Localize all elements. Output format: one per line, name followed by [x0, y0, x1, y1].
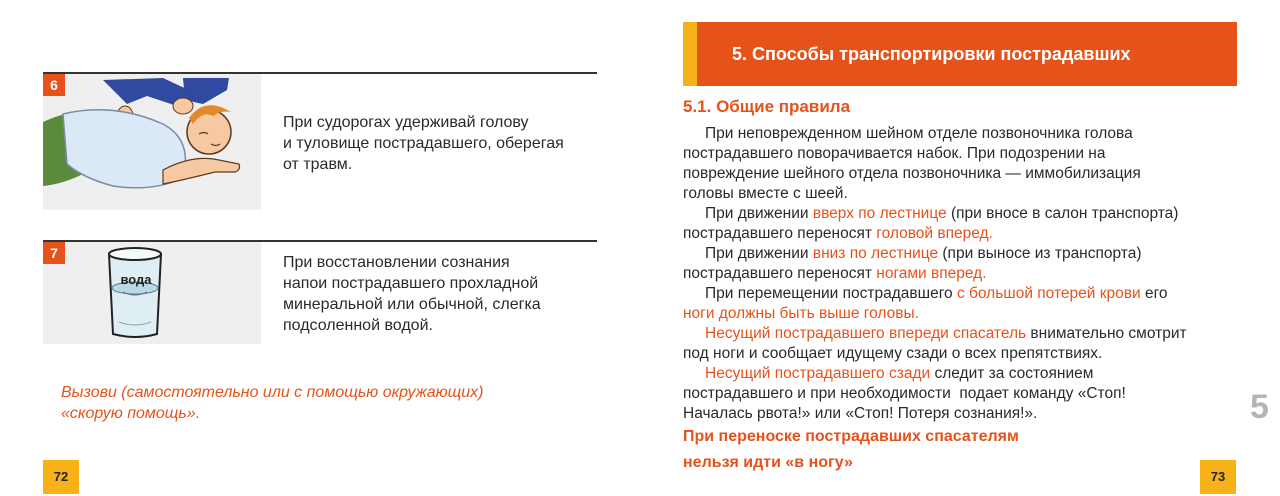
text-segment: При движении — [705, 245, 813, 262]
call-ambulance-line: Вызови (самостоятельно или с помощью окружающих) — [61, 384, 484, 401]
text-segment: внимательно смотрит — [1026, 325, 1187, 342]
subsection-title: 5.1. Общие правила — [683, 97, 851, 116]
step-7-text-line: минеральной или обычной, слегка — [283, 296, 541, 313]
step-7-text — [283, 252, 593, 336]
step-7-illustration — [43, 242, 261, 344]
step-6-text-line: и туловище пострадавшего, оберегая — [283, 135, 564, 152]
page-number-right: 73 — [1200, 460, 1236, 494]
glass-label: вода — [120, 272, 152, 287]
text-segment: головы вместе с шеей. — [683, 185, 848, 202]
step-7-number: 7 — [43, 242, 65, 264]
step-6-text-line: При судорогах удерживай голову — [283, 114, 529, 131]
rules-text-line — [683, 324, 1243, 344]
step-7-text-line: подсоленной водой. — [283, 317, 433, 334]
step-6-illustration — [43, 74, 261, 210]
call-ambulance-line: «скорую помощь». — [61, 405, 201, 422]
text-segment: Началась рвота!» или «Стоп! Потеря сознания!». — [683, 405, 1038, 422]
highlighted-phrase: Несущий пострадавшего сзади — [705, 365, 931, 382]
text-segment: (при выносе из транспорта) — [938, 245, 1142, 262]
text-segment: (при вносе в салон транспорта) — [946, 205, 1179, 222]
warning-line-2: нельзя идти «в ногу» — [683, 454, 853, 471]
warning-line-1: При переноске пострадавших спасателям — [683, 428, 1019, 445]
rules-text-line — [683, 244, 1243, 264]
highlighted-phrase: ноги должны быть выше головы. — [683, 305, 919, 322]
water-glass-image — [43, 242, 261, 344]
rules-text-line — [683, 164, 1243, 184]
call-ambulance-text — [61, 382, 581, 424]
step-6-text — [283, 112, 593, 175]
rules-text-line — [683, 284, 1243, 304]
rules-text-line — [683, 124, 1243, 144]
text-segment: под ноги и сообщает идущему сзади о всех препятствиях. — [683, 345, 1103, 362]
highlighted-phrase: вверх по лестнице — [812, 205, 947, 222]
text-segment: повреждение шейного отдела позвоночника — иммобилизация — [683, 165, 1141, 182]
rules-text-line — [683, 184, 1243, 204]
rules-text-line — [683, 264, 1243, 284]
text-segment: следит за состоянием — [930, 365, 1094, 382]
section-title: 5. Способы транспортировки пострадавших — [732, 44, 1131, 64]
step-6-text-line: от травм. — [283, 156, 353, 173]
step-6-number: 6 — [43, 74, 65, 96]
step-7-text-line: При восстановлении сознания — [283, 254, 510, 271]
text-segment: При движении — [705, 205, 813, 222]
rules-text-line — [683, 404, 1243, 424]
rules-text-line — [683, 144, 1243, 164]
rules-text-line — [683, 304, 1243, 324]
rules-text-line — [683, 224, 1243, 244]
text-segment: пострадавшего переносят — [683, 265, 877, 282]
highlighted-phrase: Несущий пострадавшего впереди спасатель — [705, 325, 1027, 342]
text-segment: пострадавшего переносят — [683, 225, 877, 242]
rules-text-line — [683, 344, 1243, 364]
highlighted-phrase: с большой потерей крови — [956, 285, 1141, 302]
highlighted-phrase: ногами вперед. — [876, 265, 987, 282]
page-number-left: 72 — [43, 460, 79, 494]
section-header-accent — [683, 22, 697, 86]
highlighted-phrase: головой вперед. — [876, 225, 993, 242]
text-segment: пострадавшего поворачивается набок. При подозрении на — [683, 145, 1106, 162]
rules-text-line — [683, 204, 1243, 224]
text-segment: При перемещении пострадавшего — [705, 285, 957, 302]
text-segment: пострадавшего и при необходимости подает команду «Стоп! — [683, 385, 1126, 402]
highlighted-phrase: вниз по лестнице — [812, 245, 939, 262]
rules-text-line — [683, 384, 1243, 404]
step-7-text-line: напои пострадавшего прохладной — [283, 275, 539, 292]
text-segment: При неповрежденном шейном отделе позвоночника голова — [705, 125, 1133, 142]
chapter-number: 5 — [1250, 388, 1269, 426]
rules-text — [683, 124, 1243, 424]
rules-text-line — [683, 364, 1243, 384]
text-segment: его — [1140, 285, 1168, 302]
seizure-care-image — [43, 74, 261, 210]
